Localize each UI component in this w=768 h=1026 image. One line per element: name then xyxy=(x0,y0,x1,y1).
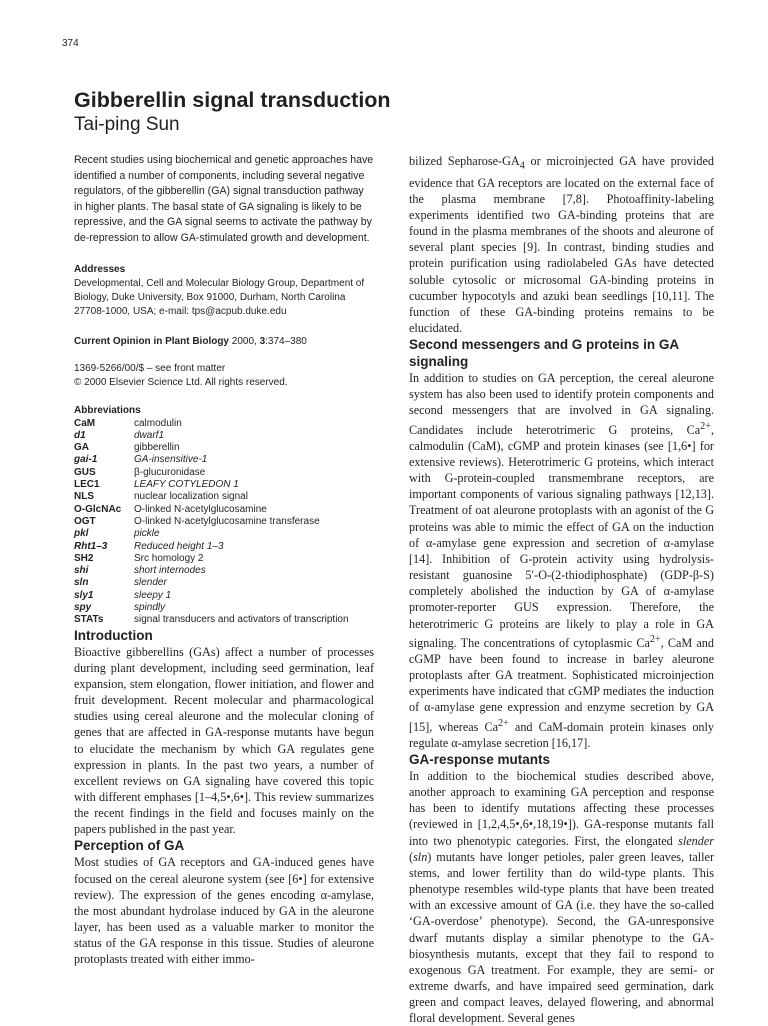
left-column xyxy=(74,153,374,968)
page-number: 374 xyxy=(62,38,79,49)
abbreviation-term: GUS xyxy=(74,466,96,478)
abbreviation-definition: sleepy 1 xyxy=(134,589,172,601)
abbreviation-term: sly1 xyxy=(74,589,94,601)
article-title: Gibberellin signal transduction xyxy=(74,88,391,112)
introduction-text: Bioactive gibberellins (GAs) affect a number of processes during plant development, including seed germination, leaf expansion, stem elongation, flower initiation, and flower and fruit development. Recent molecular and pharmacological studies using cereal aleurone and the molecular cloning of genes that are affected in GA-response mutants have begun to elucidate the mechanism by which GA regulates gene expression in plants. In the past two years, a number of excellent reviews on GA signaling have covered this topic with different emphases [1–4,5•,6•]. This review summarizes the recent findings in the field and focuses mainly on the papers published in the past year. xyxy=(74,644,374,837)
abbreviation-row xyxy=(74,602,349,614)
abbreviation-definition: spindly xyxy=(134,602,166,614)
perception-heading: Perception of GA xyxy=(74,838,185,854)
abbreviation-definition: pickle xyxy=(134,528,160,540)
copyright: © 2000 Elsevier Science Ltd. All rights reserved. xyxy=(74,376,288,388)
abbreviation-definition: O-linked N-acetylglucosamine transferase xyxy=(134,515,320,527)
abbreviation-term: Rht1–3 xyxy=(74,540,108,552)
abbreviation-term: gai-1 xyxy=(74,454,98,466)
abbreviation-definition: LEAFY COTYLEDON 1 xyxy=(134,479,239,491)
abbreviation-row xyxy=(74,577,349,589)
abbreviation-definition: O-linked N-acetylglucosamine xyxy=(134,503,267,515)
citation-year: 2000, xyxy=(229,335,260,347)
abbreviation-row xyxy=(74,504,349,516)
abbreviation-definition: nuclear localization signal xyxy=(134,491,248,503)
abbreviation-row xyxy=(74,479,349,491)
abbreviation-term: STATs xyxy=(74,614,104,626)
abbreviation-row xyxy=(74,430,349,442)
abbreviation-term: pkl xyxy=(74,528,89,540)
abbreviation-term: SH2 xyxy=(74,552,94,564)
abbreviation-term: LEC1 xyxy=(74,479,100,491)
introduction-heading: Introduction xyxy=(74,627,153,643)
abbreviation-definition: Src homology 2 xyxy=(134,552,204,564)
abbreviation-definition: gibberellin xyxy=(134,442,180,454)
abbreviation-term: d1 xyxy=(74,429,86,441)
citation-pages: :374–380 xyxy=(265,335,307,347)
abbreviations-heading: Abbreviations xyxy=(74,404,141,416)
abbreviation-term: CaM xyxy=(74,417,96,429)
copyright-block xyxy=(74,362,374,390)
abbreviation-row xyxy=(74,614,349,626)
abbreviation-row xyxy=(74,553,349,565)
mutants-heading: GA-response mutants xyxy=(409,751,551,767)
abbreviation-row xyxy=(74,516,349,528)
abbreviation-row xyxy=(74,454,349,466)
abstract: Recent studies using biochemical and genetic approaches have identified a number of components, including several negative regulators, of the gibberellin (GA) signal transduction pathway in higher plants. The basal state of GA signaling is likely to be repressive, and the GA signal seems to activate the pathway by de-repression to allow GA-stimulated growth and development. xyxy=(74,154,374,244)
abbreviation-row xyxy=(74,590,349,602)
abbreviation-definition: Reduced height 1–3 xyxy=(134,540,224,552)
citation-volume: 3 xyxy=(259,335,266,347)
abbreviation-term: NLS xyxy=(74,491,94,503)
abbreviation-row xyxy=(74,565,349,577)
abbreviation-row xyxy=(74,442,349,454)
right-column xyxy=(409,153,714,1026)
abbreviation-definition: short internodes xyxy=(134,565,206,577)
abbreviation-row xyxy=(74,541,349,553)
citation-journal: Current Opinion in Plant Biology xyxy=(74,335,229,347)
abbreviation-definition: dwarf1 xyxy=(134,429,165,441)
abbreviation-definition: β-glucuronidase xyxy=(134,466,206,478)
second-messengers-heading: Second messengers and G proteins in GA signaling xyxy=(409,337,679,370)
abbreviation-term: shi xyxy=(74,565,89,577)
abbreviation-term: spy xyxy=(74,602,92,614)
article-author: Tai-ping Sun xyxy=(74,114,180,135)
addresses-text: Developmental, Cell and Molecular Biology Group, Department of Biology, Duke University, Box 91000, Durham, North Carolina 27708-1000, USA; e-mail: tps@acpub.duke.edu xyxy=(74,277,365,317)
title-block xyxy=(74,88,714,137)
addresses-heading: Addresses xyxy=(74,263,126,275)
abbreviation-definition: signal transducers and activators of transcription xyxy=(134,614,349,626)
abbreviation-row xyxy=(74,491,349,503)
abbreviation-definition: GA-insensitive-1 xyxy=(134,454,208,466)
abbreviation-row xyxy=(74,528,349,540)
abbreviation-term: O-GlcNAc xyxy=(74,503,122,515)
abbreviation-term: sln xyxy=(74,577,89,589)
abbreviation-row xyxy=(74,467,349,479)
issn: 1369-5266/00/$ – see front matter xyxy=(74,362,226,374)
abbreviation-definition: slender xyxy=(134,577,167,589)
abbreviation-row xyxy=(74,418,349,430)
second-messengers-text: In addition to studies on GA perception, the cereal aleurone system has also been used to identify protein components and second messengers that are involved in GA signaling. Candidates include heterotrimeric G proteins, $Ca^{2+}$, calmodulin (CaM), cGMP and protein kinases (see [1,6•] for extensive reviews). Heterotrimeric G proteins, which interact with G-protein-coupled transmembrane receptors, are important components of various signaling pathways [12,13]. Treatment of oat aleurone protoplasts with an agonist of the G proteins was able to mimic the effect of GA on the induction of α-amylase gene expression and secretion of α-amylase [14]. Inhibition of G-protein activity using hydrolysis-resistant guanosine 5′-O-(2-thiodiphosphate) (GDP-β-S) completely abolished the induction by GA of α-amylase promoter-reporter GUS expression. Therefore, the heterotrimeric G proteins are likely to play a role in GA signaling. The concentrations of cytoplasmic $Ca^{2+}$, CaM and cGMP have been found to increase in barley aleurone protoplasts after GA treatment. Sophisticated microinjection experiments have indicated that cGMP mediates the induction of α-amylase gene expression and enzyme secretion by GA [15], whereas $Ca^{2+}$ and CaM-domain protein kinases only regulate α-amylase secretion [16,17]. xyxy=(409,371,714,750)
abbreviation-term: GA xyxy=(74,442,89,454)
abbreviations-list xyxy=(74,418,349,627)
abbreviation-definition: calmodulin xyxy=(134,417,182,429)
abbreviation-term: OGT xyxy=(74,515,96,527)
perception-text-continued: bilized Sepharose-$GA_4$ or microinjected GA have provided evidence that GA receptors are located on the external face of the plasma membrane [7,8]. Photoaffinity-labeling experiments identified two GA-binding proteins that are found in the plasma membranes of the shoots and aleurone of several plant species [9]. In contrast, binding studies and protein purification using radiolabeled GAs have detected soluble cytosolic or microsomal GA-binding proteins in cucumber hypocotyls and azuki bean seedlings [10,11]. The function of these GA-binding proteins remains to be elucidated. xyxy=(409,154,714,335)
perception-text: Most studies of GA receptors and GA-induced genes have focused on the cereal aleurone system (see [6•] for extensive review). The expression of the genes encoding α-amylase, the most abundant hydrolase induced by GA in the aleurone layer, has been used as a valuable marker to monitor the status of the GA response in this tissue. Studies of aleurone protoplasts treated with either immo- xyxy=(74,855,374,967)
abbreviations-table xyxy=(74,418,349,627)
citation xyxy=(74,335,374,349)
mutants-text: In addition to the biochemical studies described above, another approach to examining GA perception and response has been to identify mutations affecting these processes (reviewed in [1,2,4,5•,6•,18,19•]). GA-response mutants fall into two phenotypic categories. First, the elongated slender (sln) mutants have longer petioles, paler green leaves, taller stems, and lower fertility than do wild-type plants. This phenotype resembles wild-type plants that have been treated with an excessive amount of GA (i.e. they have the so-called ‘GA-overdose’ phenotype). Second, the GA-unresponsive dwarf mutants display a similar phenotype to the GA-biosynthesis mutants, except that they fail to respond to exogenous GA treatment. For example, they are semi- or extreme dwarfs, and have impaired seed germination, dark green and compact leaves, delayed flowering, and abnormal floral development. Several genes xyxy=(409,768,714,1026)
